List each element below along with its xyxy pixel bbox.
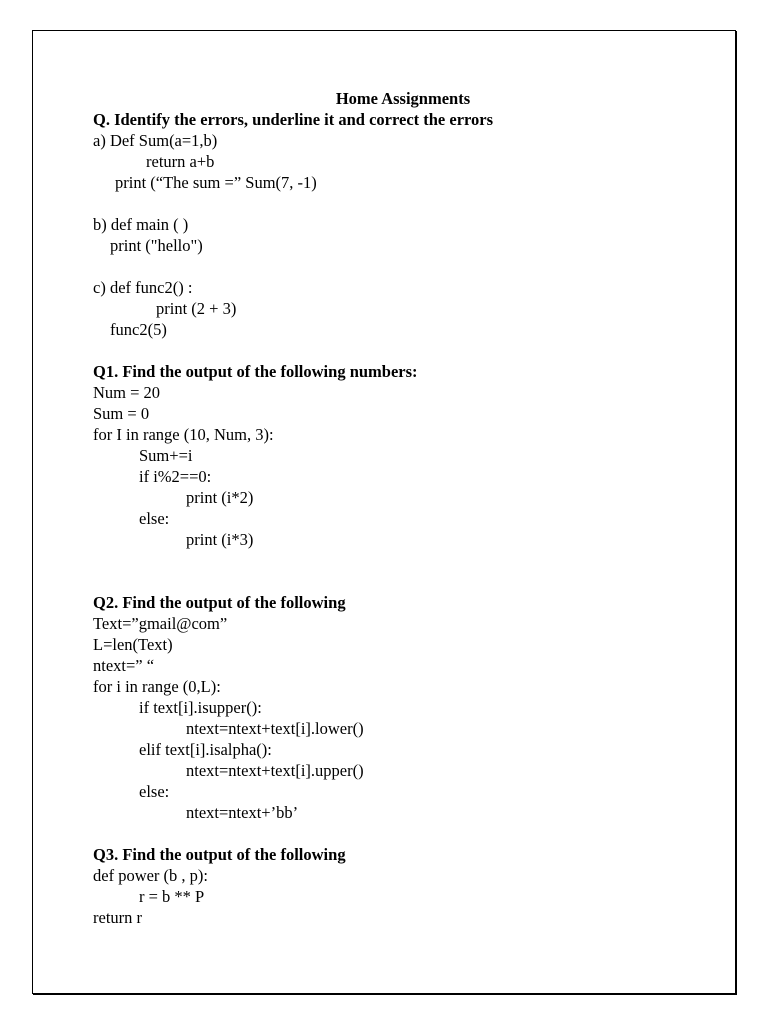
code-line: ntext=ntext+text[i].lower() bbox=[186, 719, 364, 738]
code-line: return a+b bbox=[146, 152, 215, 171]
code-line: Num = 20 bbox=[93, 383, 161, 402]
code-line: Sum+=i bbox=[139, 446, 193, 465]
q1-heading: Q1. Find the output of the following numbers: bbox=[93, 362, 418, 381]
code-line: func2(5) bbox=[110, 320, 167, 339]
code-line: elif text[i].isalpha(): bbox=[139, 740, 272, 759]
code-line: print (2 + 3) bbox=[156, 299, 237, 318]
code-line: print (i*3) bbox=[186, 530, 254, 549]
q3-heading: Q3. Find the output of the following bbox=[93, 845, 346, 864]
code-line: else: bbox=[139, 782, 170, 801]
code-line: L=len(Text) bbox=[93, 635, 173, 654]
code-line: ntext=” “ bbox=[93, 656, 155, 675]
code-line: for I in range (10, Num, 3): bbox=[93, 425, 274, 444]
code-line: Text=”gmail@com” bbox=[93, 614, 228, 633]
code-line: print ("hello") bbox=[110, 236, 203, 255]
code-line: ntext=ntext+’bb’ bbox=[186, 803, 299, 822]
assignment-content bbox=[93, 88, 713, 928]
code-line: r = b ** P bbox=[139, 887, 205, 906]
page-title: Home Assignments bbox=[335, 89, 471, 108]
code-line: if text[i].isupper(): bbox=[139, 698, 262, 717]
code-line: return r bbox=[93, 908, 143, 927]
code-line: a) Def Sum(a=1,b) bbox=[93, 131, 218, 150]
code-line: print (i*2) bbox=[186, 488, 254, 507]
code-line: c) def func2() : bbox=[93, 278, 193, 297]
code-line: ntext=ntext+text[i].upper() bbox=[186, 761, 364, 780]
code-line: else: bbox=[139, 509, 170, 528]
code-line: def power (b , p): bbox=[93, 866, 209, 885]
code-line: print (“The sum =” Sum(7, -1) bbox=[115, 173, 317, 192]
code-line: Sum = 0 bbox=[93, 404, 150, 423]
code-line: if i%2==0: bbox=[139, 467, 212, 486]
q-intro-heading: Q. Identify the errors, underline it and correct the errors bbox=[93, 110, 494, 129]
code-line: for i in range (0,L): bbox=[93, 677, 221, 696]
q2-heading: Q2. Find the output of the following bbox=[93, 593, 346, 612]
code-line: b) def main ( ) bbox=[93, 215, 189, 234]
